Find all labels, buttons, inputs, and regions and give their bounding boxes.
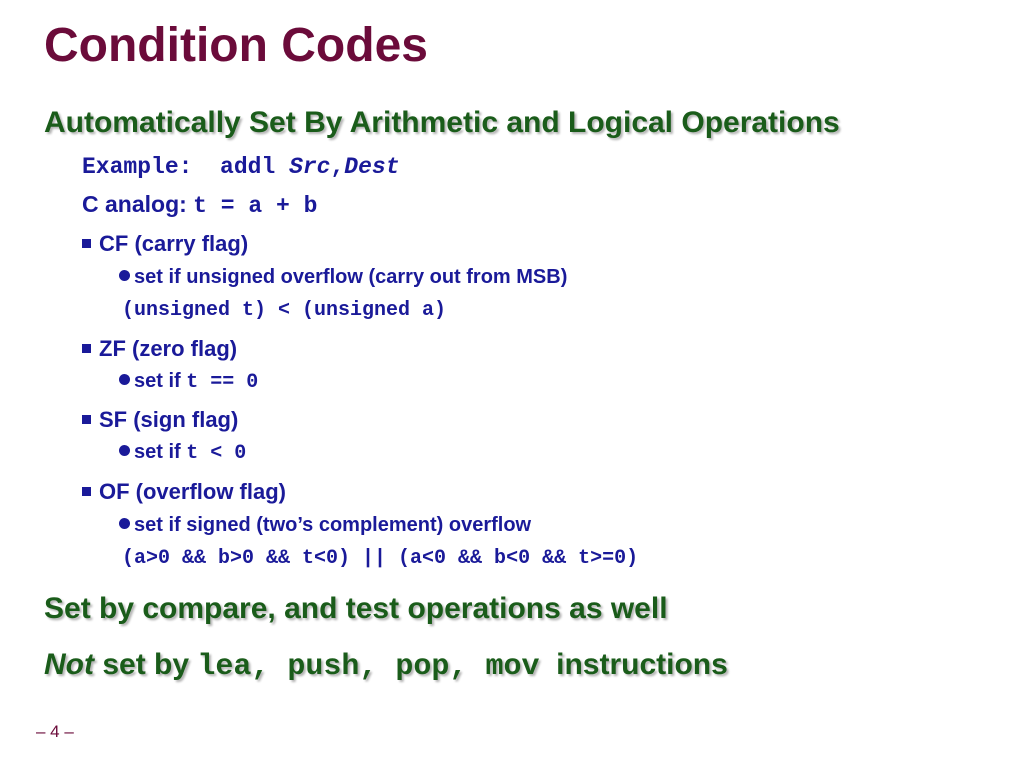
example-src: Src: [289, 154, 331, 180]
square-bullet-icon: [82, 344, 91, 353]
of-item: [82, 479, 286, 505]
zf-label: ZF (zero flag): [99, 336, 238, 361]
cf-code-text: (unsigned t) < (unsigned a): [122, 299, 447, 322]
heading3-instr-list: lea, push, pop, mov: [197, 650, 540, 684]
sf-label: SF (sign flag): [99, 407, 239, 432]
square-bullet-icon: [82, 415, 91, 424]
c-analog-line: [82, 191, 317, 219]
cf-desc-text: set if unsigned overflow (carry out from MSB): [134, 266, 568, 288]
cf-desc: [119, 266, 567, 289]
zf-item: [82, 336, 237, 362]
example-instr: addl: [220, 154, 276, 180]
zf-desc-prefix: set if: [134, 370, 181, 392]
example-dest: Dest: [344, 154, 400, 180]
round-bullet-icon: [119, 270, 130, 281]
heading3-suffix: instructions: [556, 648, 728, 681]
square-bullet-icon: [82, 239, 91, 248]
of-code-text: (a>0 && b>0 && t<0) || (a<0 && b<0 && t>=0): [122, 547, 639, 570]
of-desc: [119, 514, 531, 537]
round-bullet-icon: [119, 445, 130, 456]
cf-code: [122, 298, 446, 322]
round-bullet-icon: [119, 518, 130, 529]
slide-title: Condition Codes: [44, 19, 428, 72]
round-bullet-icon: [119, 374, 130, 385]
section-heading-not-set: [44, 648, 728, 684]
section-heading-compare: [44, 592, 668, 626]
example-label: Example:: [82, 154, 193, 180]
of-label: OF (overflow flag): [99, 479, 286, 504]
example-line: [82, 152, 400, 180]
sf-desc-prefix: set if: [134, 441, 181, 463]
cf-item: [82, 231, 248, 257]
c-analog-label: C analog:: [82, 191, 187, 217]
sf-desc: [119, 441, 246, 465]
of-desc-text: set if signed (two’s complement) overflow: [134, 514, 532, 536]
zf-desc: [119, 370, 258, 394]
square-bullet-icon: [82, 487, 91, 496]
heading3-not: Not: [44, 648, 94, 681]
page-number: – 4 –: [36, 722, 74, 741]
c-analog-code: t = a + b: [193, 193, 318, 219]
sf-item: [82, 407, 238, 433]
heading2-text: Set by compare, and test operations as well: [44, 592, 668, 625]
heading-text: Automatically Set By Arithmetic and Logical Operations: [44, 106, 840, 139]
of-code: [122, 546, 638, 570]
heading3-setby: set by: [102, 648, 190, 681]
example-comma: ,: [330, 154, 345, 180]
section-heading-auto-set: [44, 106, 840, 140]
zf-code: t == 0: [186, 371, 259, 394]
cf-label: CF (carry flag): [99, 231, 249, 256]
sf-code: t < 0: [186, 442, 247, 465]
